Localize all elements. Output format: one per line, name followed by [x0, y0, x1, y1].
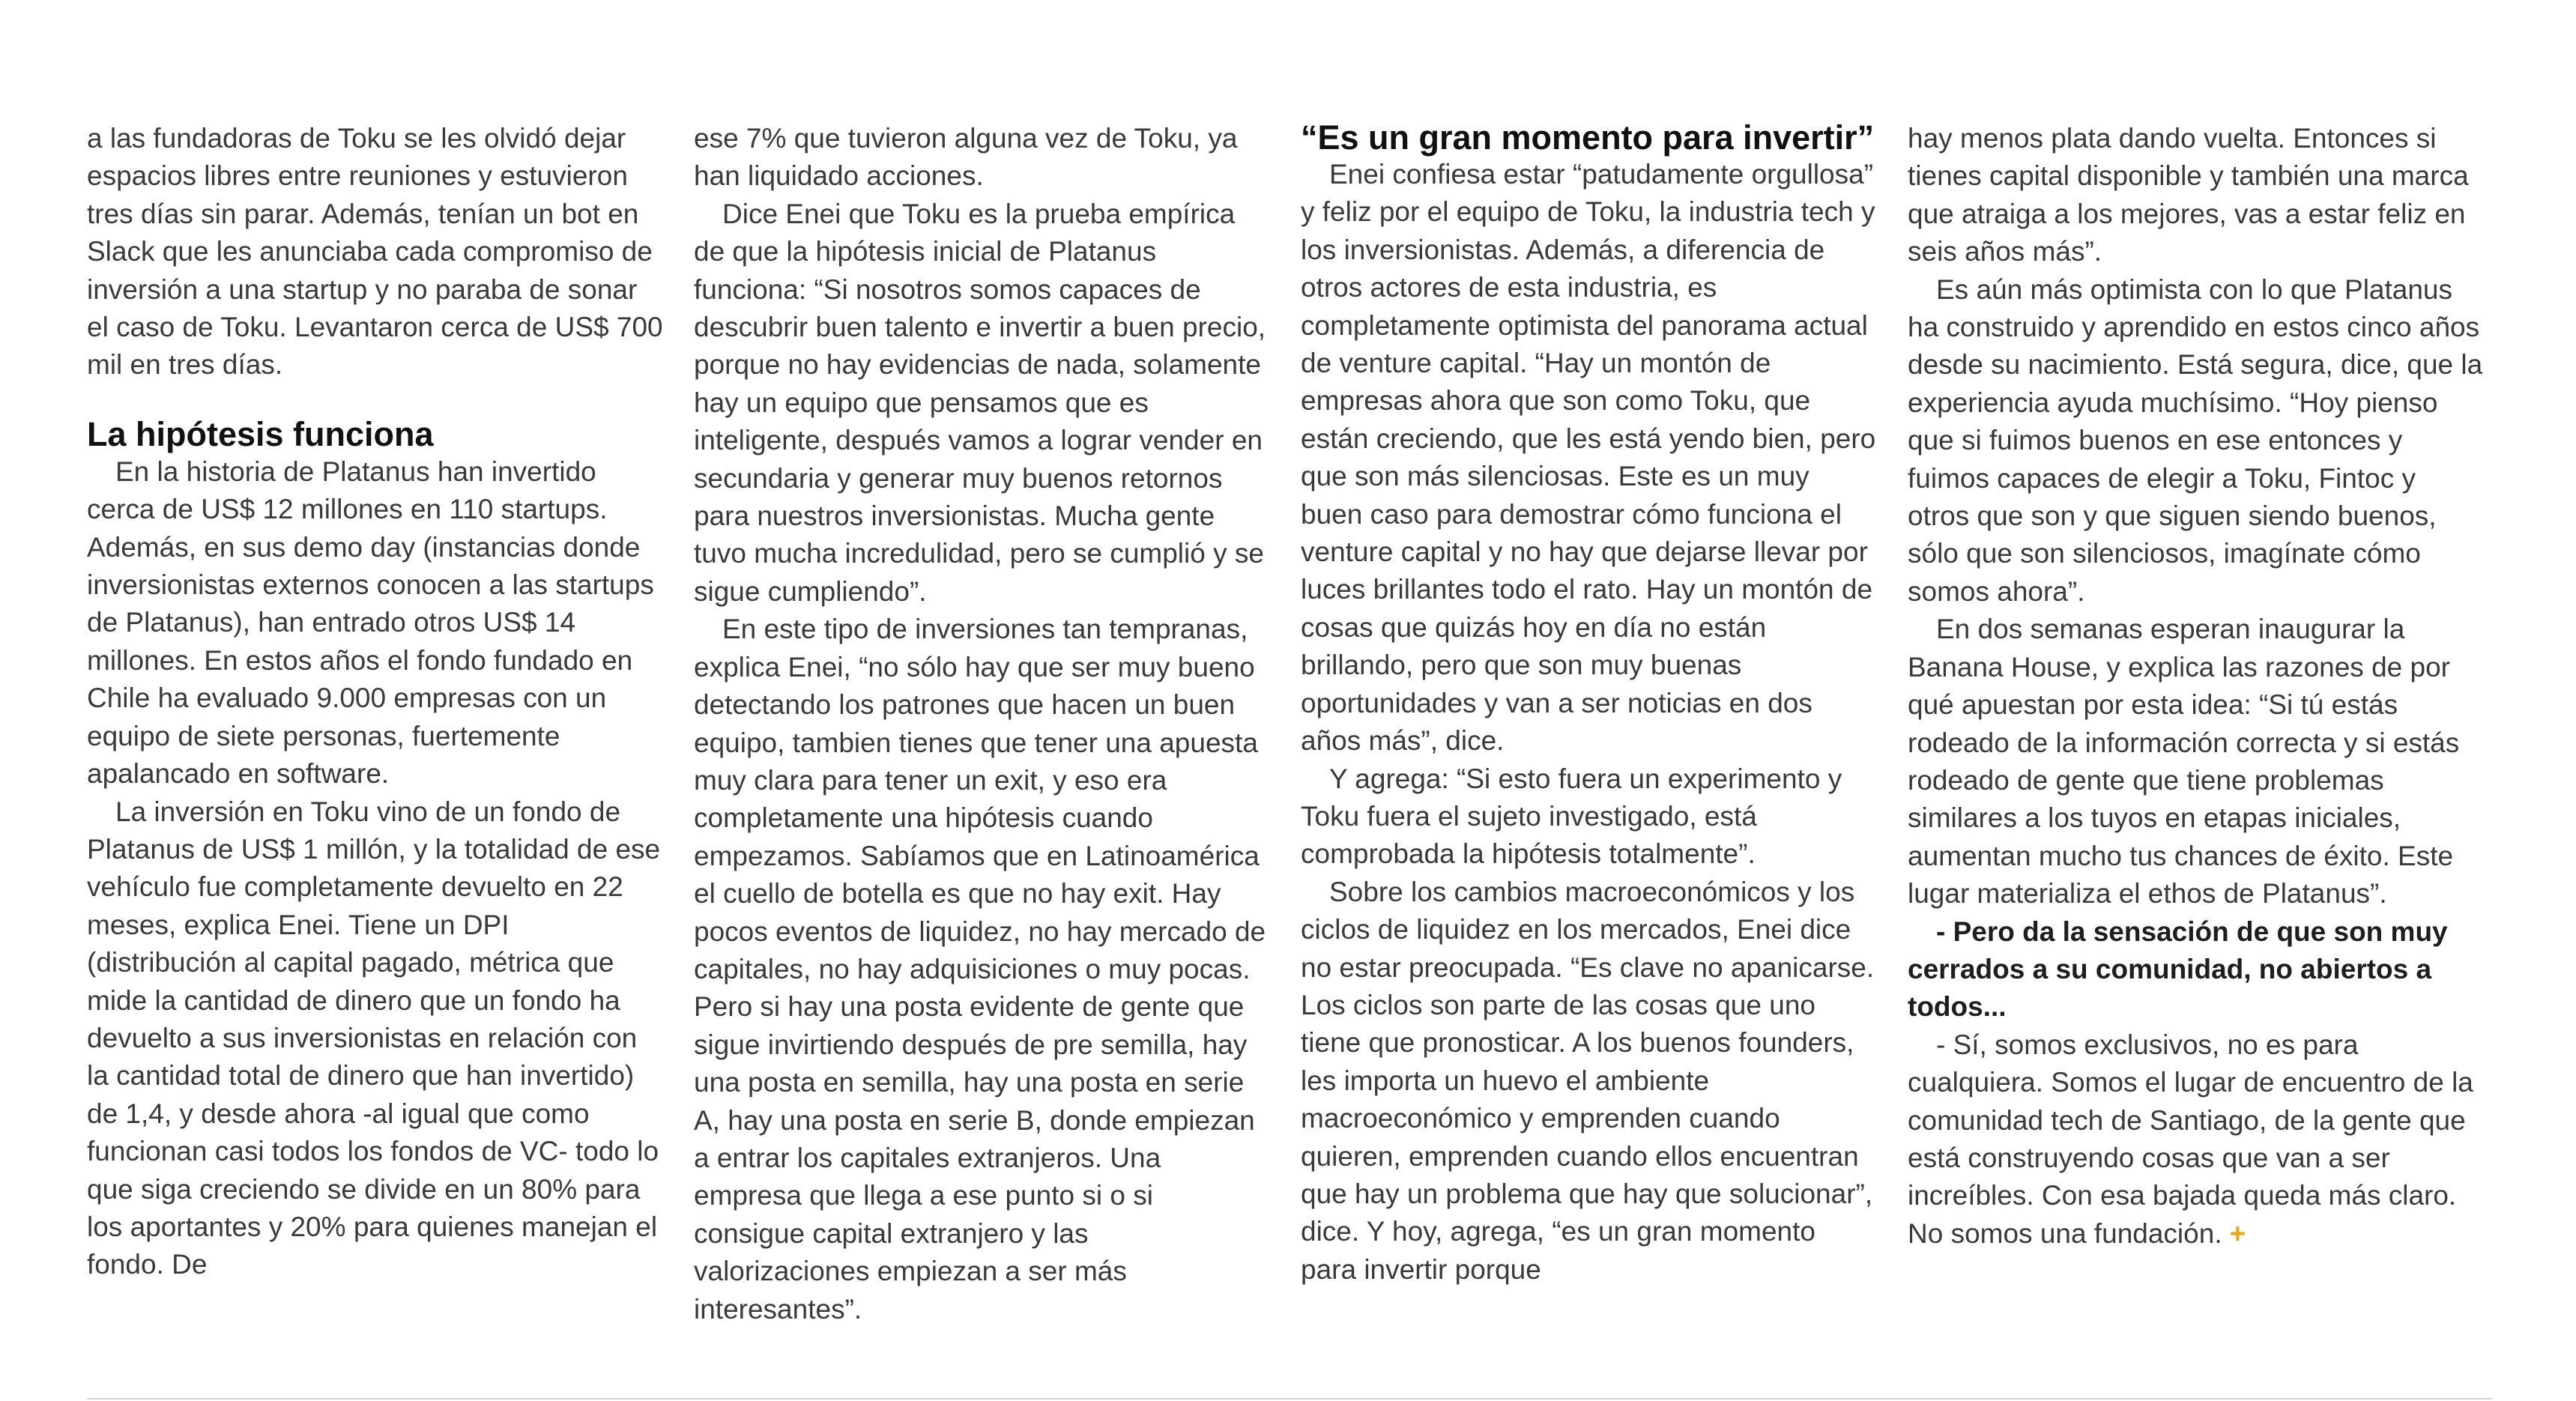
article-page	[87, 120, 2492, 1349]
col4-paragraph-2: Es aún más optimista con lo que Platanus ha construido y aprendido en estos cinco años desde su nacimiento. Está segura, dice, que la experiencia ayuda muchísimo. “Hoy pienso que si fuimos buenos en ese entonces y fuimos capaces de elegir a Toku, Fintoc y otros que son y que siguen siendo buenos, sólo que son silenciosos, imagínate cómo somos ahora”.	[1908, 273, 2483, 607]
section-heading-hipotesis: La hipótesis funciona	[87, 414, 434, 453]
section-heading-gran-momento: “Es un gran momento para invertir”	[1301, 118, 1875, 157]
col1-paragraph-2: En la historia de Platanus han invertido cerca de US$ 12 millones en 110 startups. Además, en sus demo day (instancias donde inversionistas externos conocen a las startups de Platanus), han entrado otros US$ 14 millones. En estos años el fondo fundado en Chile ha evaluado 9.000 empresas con un equipo de siete personas, fuertemente apalancado en software.	[87, 456, 654, 790]
col2-paragraph-2: Dice Enei que Toku es la prueba empírica de que la hipótesis inicial de Platanus funciona: “Si nosotros somos capaces de descubrir buen talento e invertir a buen precio, porque no hay evidencias de nada, solamente hay un equipo que pensamos que es inteligente, después vamos a lograr vender en secundaria y generar muy buenos retornos para nuestros inversionistas. Mucha gente tuvo mucha incredulidad, pero se cumplió y se sigue cumpliendo”.	[694, 198, 1266, 607]
col2-paragraph-1: ese 7% que tuvieron alguna vez de Toku, ya han liquidado acciones.	[694, 123, 1238, 192]
column-1	[87, 120, 664, 1284]
col2-paragraph-3: En este tipo de inversiones tan tempranas, explica Enei, “no sólo hay que ser muy bueno detectando los patrones que hacen un buen equipo, tambien tienes que tener una apuesta muy clara para tener un exit, y eso era completamente una hipótesis cuando empezamos. Sabíamos que en Latinoamérica el cuello de botella es que no hay exit. Hay pocos eventos de liquidez, no hay mercado de capitales, no hay adquisiciones o muy pocas. Pero si hay una posta evidente de gente que sigue invirtiendo después de pre semilla, hay una posta en semilla, hay una posta en serie A, hay una posta en serie B, donde empiezan a entrar los capitales extranjeros. Una empresa que llega a ese punto si o si consigue capital extranjero y las valorizaciones empiezan a ser más interesantes”.	[694, 614, 1266, 1325]
interview-question: - Pero da la sensación de que son muy cerrados a su comunidad, no abiertos a todos...	[1908, 916, 2448, 1023]
col3-paragraph-2: Y agrega: “Si esto fuera un experimento y Toku fuera el sujeto investigado, está comprobada la hipótesis totalmente”.	[1301, 763, 1842, 870]
col4-paragraph-3: En dos semanas esperan inaugurar la Banana House, y explica las razones de por qué apuestan por esta idea: “Si tú estás rodeado de la información correcta y si estás rodeado de gente que tiene problemas similares a los tuyos en etapas iniciales, aumentan mucho tus chances de éxito. Este lugar materializa el ethos de Platanus”.	[1908, 614, 2460, 910]
col1-paragraph-3: La inversión en Toku vino de un fondo de Platanus de US$ 1 millón, y la totalidad de ese vehículo fue completamente devuelto en 22 meses, explica Enei. Tiene un DPI (distribución al capital pagado, métrica que mide la cantidad de dinero que un fondo ha devuelto a sus inversionistas en relación con la cantidad total de dinero que han invertido) de 1,4, y desde ahora -al igual que como funcionan casi todos los fondos de VC- todo lo que siga creciendo se divide en un 80% para los aportantes y 20% para quienes manejan el fondo. De	[87, 796, 661, 1280]
col4-paragraph-4	[1908, 1026, 2485, 1253]
col1-paragraph-1: a las fundadoras de Toku se les olvidó dejar espacios libres entre reuniones y estuvieron tres días sin parar. Además, tenían un bot en Slack que les anunciaba cada compromiso de inversión a una startup y no paraba de sonar el caso de Toku. Levantaron cerca de US$ 700 mil en tres días.	[87, 123, 663, 381]
column-4	[1908, 120, 2485, 1253]
end-of-article-mark: +	[2229, 1217, 2246, 1249]
footer-divider	[87, 1398, 2492, 1400]
interview-answer: - Sí, somos exclusivos, no es para cualquiera. Somos el lugar de encuentro de la comunidad tech de Santiago, de la gente que está construyendo cosas que van a ser increíbles. Con esa bajada queda más claro. No somos una fundación.	[1908, 1029, 2473, 1249]
column-2	[694, 120, 1271, 1328]
column-3	[1301, 120, 1878, 1289]
col3-paragraph-3: Sobre los cambios macroeconómicos y los ciclos de liquidez en los mercados, Enei dice no estar preocupada. “Es clave no apanicarse. Los ciclos son parte de las cosas que uno tiene que pronosticar. A los buenos founders, les importa un huevo el ambiente macroeconómico y emprenden cuando quieren, emprenden cuando ellos encuentran que hay un problema que hay que solucionar”, dice. Y hoy, agrega, “es un gran momento para invertir porque	[1301, 876, 1875, 1285]
col4-paragraph-1: hay menos plata dando vuelta. Entonces si tienes capital disponible y también una marca que atraiga a los mejores, vas a estar feliz en seis años más”.	[1908, 123, 2469, 267]
col3-paragraph-1: Enei confiesa estar “patudamente orgullosa” y feliz por el equipo de Toku, la industria tech y los inversionistas. Además, a diferencia de otros actores de esta industria, es completamente optimista del panorama actual de venture capital. “Hay un montón de empresas ahora que son como Toku, que están creciendo, que les está yendo bien, pero que son más silenciosas. Este es un muy buen caso para demostrar cómo funciona el venture capital y no hay que dejarse llevar por luces brillantes todo el rato. Hay un montón de cosas que quizás hoy en día no están brillando, pero que son muy buenas oportunidades y van a ser noticias en dos años más”, dice.	[1301, 159, 1876, 757]
